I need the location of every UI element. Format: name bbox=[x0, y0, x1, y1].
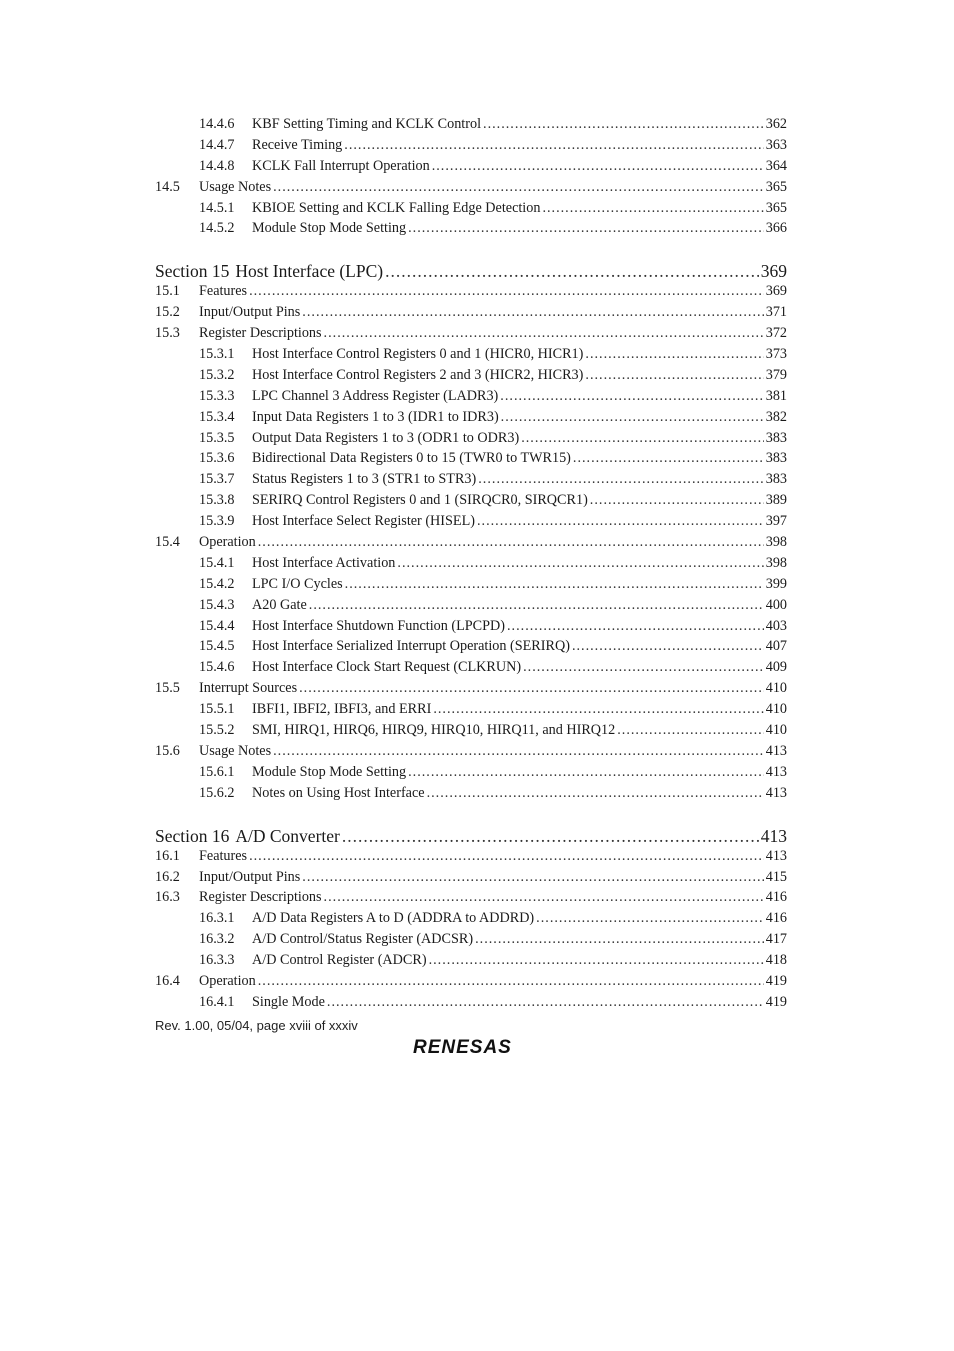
toc-entry-title: Receive Timing bbox=[252, 136, 343, 153]
toc-entry-title: Input Data Registers 1 to 3 (IDR1 to IDR3) bbox=[252, 408, 499, 425]
toc-entry-page: 383 bbox=[765, 429, 787, 446]
toc-entry-title: Host Interface Shutdown Function (LPCPD) bbox=[252, 617, 505, 634]
toc-entry-number: 15.3.4 bbox=[199, 408, 235, 425]
toc-entry bbox=[155, 638, 787, 659]
toc-entry-page: 397 bbox=[765, 513, 787, 530]
toc-entry-title: KBF Setting Timing and KCLK Control bbox=[252, 116, 482, 132]
toc-entry-title: Output Data Registers 1 to 3 (ODR1 to ODR3) bbox=[252, 429, 520, 446]
toc-entry bbox=[155, 848, 787, 869]
toc-entry-page: 417 bbox=[765, 931, 787, 948]
toc-entry-page: 373 bbox=[765, 346, 787, 363]
toc-entry bbox=[155, 618, 787, 639]
toc-entry bbox=[155, 722, 787, 743]
toc-entry bbox=[155, 450, 787, 471]
toc-entry bbox=[155, 200, 787, 221]
toc-entry-page: 419 bbox=[765, 972, 787, 989]
toc-entry-title: Host Interface Control Registers 2 and 3 (HICR2, HICR3) bbox=[252, 366, 584, 383]
toc-entry-number: 15.4.2 bbox=[199, 575, 235, 592]
toc-entry bbox=[155, 576, 787, 597]
toc-entry-title: Usage Notes bbox=[199, 178, 272, 195]
toc-entry-page: 371 bbox=[765, 304, 787, 321]
toc-entry-number: 15.3.3 bbox=[199, 387, 235, 404]
dot-leader bbox=[478, 471, 763, 488]
toc-entry-title: A/D Control Register (ADCR) bbox=[252, 952, 427, 969]
dot-leader bbox=[585, 367, 763, 384]
dot-leader bbox=[273, 179, 764, 196]
dot-leader bbox=[475, 931, 764, 948]
toc-entry bbox=[155, 513, 787, 534]
toc-entry-number: 15.3.1 bbox=[199, 346, 235, 363]
toc-entry bbox=[155, 116, 787, 137]
toc-entry bbox=[155, 179, 787, 200]
toc-entry-page: 418 bbox=[765, 952, 787, 969]
toc-entry-title: LPC I/O Cycles bbox=[252, 575, 343, 592]
dot-leader bbox=[342, 826, 759, 847]
toc-entry-number: 15.2 bbox=[155, 304, 180, 321]
toc-entry-page: 383 bbox=[765, 471, 787, 488]
dot-leader bbox=[432, 158, 764, 175]
toc-entry-number: 15.3 bbox=[155, 325, 180, 342]
toc-entry-page: 403 bbox=[765, 617, 787, 634]
toc-entry-page: 419 bbox=[765, 993, 787, 1010]
toc-entry-title: Host Interface Activation bbox=[252, 554, 396, 571]
toc-entry-page: 383 bbox=[765, 450, 787, 467]
toc-entry bbox=[155, 471, 787, 492]
toc-entry bbox=[155, 764, 787, 785]
toc-entry-title: Register Descriptions bbox=[199, 325, 322, 342]
toc-entry-number: 16.3.2 bbox=[199, 931, 235, 948]
toc-entry-title: Single Mode bbox=[252, 993, 325, 1010]
toc-entry bbox=[155, 743, 787, 764]
toc-entry bbox=[155, 430, 787, 451]
toc-entry-number: 16.2 bbox=[155, 868, 180, 885]
toc-entry-page: 382 bbox=[765, 408, 787, 425]
dot-leader bbox=[500, 388, 763, 405]
toc-entry-number: Section 15 bbox=[155, 261, 230, 282]
toc-entry bbox=[155, 409, 787, 430]
dot-leader bbox=[258, 534, 764, 551]
dot-leader bbox=[585, 346, 763, 363]
toc-entry bbox=[155, 283, 787, 304]
toc-entry bbox=[155, 534, 787, 555]
toc-entry-page: 364 bbox=[765, 157, 787, 174]
toc-entry-title: Interrupt Sources bbox=[199, 680, 298, 697]
dot-leader bbox=[427, 785, 764, 802]
toc-entry-title: A20 Gate bbox=[252, 596, 307, 613]
toc-entry-page: 413 bbox=[765, 763, 787, 780]
dot-leader bbox=[536, 910, 764, 927]
toc-entry-number: 15.5 bbox=[155, 680, 180, 697]
toc-entry-number: 14.4.7 bbox=[199, 136, 235, 153]
toc-entry-number: 15.4.5 bbox=[199, 638, 235, 655]
toc-entry-page: 363 bbox=[765, 136, 787, 153]
dot-leader bbox=[302, 869, 763, 886]
toc-entry-page: 413 bbox=[765, 784, 787, 801]
toc-entry-page: 379 bbox=[765, 366, 787, 383]
dot-leader bbox=[507, 618, 764, 635]
toc-entry bbox=[155, 910, 787, 931]
toc-entry bbox=[155, 304, 787, 325]
dot-leader bbox=[258, 973, 764, 990]
dot-leader bbox=[617, 722, 764, 739]
table-of-contents bbox=[155, 116, 787, 1015]
toc-entry-number: 15.5.2 bbox=[199, 722, 235, 739]
toc-entry-page: 398 bbox=[765, 534, 787, 551]
dot-leader bbox=[385, 261, 759, 282]
toc-entry bbox=[155, 137, 787, 158]
toc-entry-title: Register Descriptions bbox=[199, 889, 322, 906]
dot-leader bbox=[397, 555, 763, 572]
toc-entry bbox=[155, 952, 787, 973]
toc-entry-title: Input/Output Pins bbox=[199, 304, 301, 321]
dot-leader bbox=[501, 409, 764, 426]
toc-entry-number: 15.4 bbox=[155, 534, 180, 551]
toc-entry-page: 409 bbox=[765, 659, 787, 676]
dot-leader bbox=[408, 764, 764, 781]
toc-entry-number: 15.3.6 bbox=[199, 450, 235, 467]
toc-entry-number: 15.3.7 bbox=[199, 471, 235, 488]
toc-entry-page: 398 bbox=[765, 554, 787, 571]
toc-entry-title: KCLK Fall Interrupt Operation bbox=[252, 157, 430, 174]
toc-entry-number: 15.5.1 bbox=[199, 701, 235, 718]
toc-entry bbox=[155, 994, 787, 1015]
toc-entry-number: 16.1 bbox=[155, 847, 180, 864]
dot-leader bbox=[324, 889, 764, 906]
toc-entry-title: Host Interface Clock Start Request (CLKRUN) bbox=[252, 659, 522, 676]
toc-entry-title: Usage Notes bbox=[199, 742, 272, 759]
toc-entry-number: 15.1 bbox=[155, 283, 180, 300]
dot-leader bbox=[542, 200, 763, 217]
toc-entry bbox=[155, 973, 787, 994]
dot-leader bbox=[324, 325, 764, 342]
toc-entry-title: LPC Channel 3 Address Register (LADR3) bbox=[252, 387, 499, 404]
toc-entry-number: 15.3.8 bbox=[199, 492, 235, 509]
toc-entry-title: A/D Data Registers A to D (ADDRA to ADDRD) bbox=[252, 910, 535, 927]
toc-entry bbox=[155, 555, 787, 576]
toc-entry bbox=[155, 220, 787, 241]
toc-entry-page: 410 bbox=[765, 701, 787, 718]
toc-entry-page: 366 bbox=[765, 220, 787, 237]
toc-entry-title: Features bbox=[199, 847, 248, 864]
toc-entry-number: 14.4.8 bbox=[199, 157, 235, 174]
toc-entry-number: 15.6 bbox=[155, 742, 180, 759]
dot-leader bbox=[273, 743, 764, 760]
toc-entry bbox=[155, 701, 787, 722]
toc-entry-page: 381 bbox=[765, 387, 787, 404]
toc-entry-page: 413 bbox=[765, 742, 787, 759]
dot-leader bbox=[302, 304, 763, 321]
dot-leader bbox=[345, 576, 764, 593]
toc-entry-number: 15.4.6 bbox=[199, 659, 235, 676]
toc-entry-number: 16.3.1 bbox=[199, 910, 235, 927]
toc-entry-title: Host Interface Control Registers 0 and 1 (HICR0, HICR1) bbox=[252, 346, 584, 363]
toc-entry-page: 410 bbox=[765, 680, 787, 697]
toc-entry bbox=[155, 388, 787, 409]
toc-entry-number: 15.6.1 bbox=[199, 763, 235, 780]
toc-entry-title: A/D Converter bbox=[235, 825, 340, 846]
toc-entry-page: 362 bbox=[765, 116, 787, 132]
toc-entry-number: Section 16 bbox=[155, 825, 230, 846]
dot-leader bbox=[249, 283, 764, 300]
dot-leader bbox=[523, 659, 764, 676]
toc-entry-page: 389 bbox=[765, 492, 787, 509]
dot-leader bbox=[309, 597, 764, 614]
toc-entry-page: 400 bbox=[765, 596, 787, 613]
toc-entry-page: 416 bbox=[765, 910, 787, 927]
dot-leader bbox=[429, 952, 764, 969]
toc-section-heading bbox=[155, 261, 787, 282]
dot-leader bbox=[573, 450, 764, 467]
dot-leader bbox=[521, 430, 764, 447]
toc-entry-page: 369 bbox=[765, 283, 787, 300]
dot-leader bbox=[433, 701, 763, 718]
toc-entry-number: 14.5 bbox=[155, 178, 180, 195]
toc-entry-title: Module Stop Mode Setting bbox=[252, 763, 407, 780]
toc-entry-title: Notes on Using Host Interface bbox=[252, 784, 425, 801]
toc-entry-number: 16.4 bbox=[155, 972, 180, 989]
toc-entry-number: 15.3.2 bbox=[199, 366, 235, 383]
dot-leader bbox=[408, 220, 764, 237]
toc-entry-page: 372 bbox=[765, 325, 787, 342]
toc-entry-title: KBIOE Setting and KCLK Falling Edge Detection bbox=[252, 199, 541, 216]
toc-entry-title: IBFI1, IBFI2, IBFI3, and ERRI bbox=[252, 701, 432, 718]
toc-entry-number: 16.4.1 bbox=[199, 993, 235, 1010]
toc-entry bbox=[155, 785, 787, 806]
toc-entry-number: 15.4.1 bbox=[199, 554, 235, 571]
dot-leader bbox=[483, 116, 764, 133]
toc-entry-page: 399 bbox=[765, 575, 787, 592]
dot-leader bbox=[590, 492, 764, 509]
dot-leader bbox=[327, 994, 764, 1011]
toc-entry-page: 410 bbox=[765, 722, 787, 739]
toc-entry-title: Host Interface Serialized Interrupt Operation (SERIRQ) bbox=[252, 638, 570, 655]
toc-entry-number: 15.4.4 bbox=[199, 617, 235, 634]
toc-entry-title: Module Stop Mode Setting bbox=[252, 220, 407, 237]
toc-entry-title: SMI, HIRQ1, HIRQ6, HIRQ9, HIRQ10, HIRQ11, and HIRQ12 bbox=[252, 722, 616, 739]
toc-entry-page: 413 bbox=[765, 847, 787, 864]
toc-entry bbox=[155, 367, 787, 388]
toc-entry-title: A/D Control/Status Register (ADCSR) bbox=[252, 931, 474, 948]
dot-leader bbox=[477, 513, 764, 530]
toc-entry-number: 15.4.3 bbox=[199, 596, 235, 613]
dot-leader bbox=[344, 137, 763, 154]
toc-entry-number: 16.3 bbox=[155, 889, 180, 906]
toc-entry bbox=[155, 492, 787, 513]
toc-entry-number: 14.4.6 bbox=[199, 116, 235, 132]
toc-entry-title: Input/Output Pins bbox=[199, 868, 301, 885]
toc-entry-title: Features bbox=[199, 283, 248, 300]
toc-section-heading bbox=[155, 826, 787, 847]
toc-entry bbox=[155, 889, 787, 910]
toc-entry bbox=[155, 158, 787, 179]
dot-leader bbox=[249, 848, 764, 865]
toc-entry bbox=[155, 869, 787, 890]
toc-entry-title: Host Interface Select Register (HISEL) bbox=[252, 513, 475, 530]
toc-entry bbox=[155, 680, 787, 701]
toc-entry-title: Operation bbox=[199, 972, 256, 989]
toc-entry-page: 365 bbox=[765, 199, 787, 216]
toc-entry-page: 415 bbox=[765, 868, 787, 885]
toc-entry-title: SERIRQ Control Registers 0 and 1 (SIRQCR0, SIRQCR1) bbox=[252, 492, 588, 509]
svg-text:RENESAS: RENESAS bbox=[413, 1037, 512, 1056]
toc-entry-page: 369 bbox=[760, 261, 787, 282]
toc-entry bbox=[155, 931, 787, 952]
toc-entry-number: 14.5.2 bbox=[199, 220, 235, 237]
page-footer: Rev. 1.00, 05/04, page xviii of xxxiv bbox=[155, 1018, 358, 1033]
toc-entry-title: Bidirectional Data Registers 0 to 15 (TWR0 to TWR15) bbox=[252, 450, 571, 467]
toc-entry bbox=[155, 325, 787, 346]
toc-entry-title: Status Registers 1 to 3 (STR1 to STR3) bbox=[252, 471, 477, 488]
dot-leader bbox=[572, 638, 764, 655]
toc-entry bbox=[155, 659, 787, 680]
toc-entry-page: 365 bbox=[765, 178, 787, 195]
renesas-logo bbox=[413, 1036, 535, 1056]
dot-leader bbox=[299, 680, 764, 697]
toc-entry-title: Host Interface (LPC) bbox=[235, 261, 384, 282]
toc-entry-number: 15.3.9 bbox=[199, 513, 235, 530]
toc-entry-number: 14.5.1 bbox=[199, 199, 235, 216]
toc-entry bbox=[155, 346, 787, 367]
toc-entry-number: 16.3.3 bbox=[199, 952, 235, 969]
toc-entry-number: 15.3.5 bbox=[199, 429, 235, 446]
toc-entry-title: Operation bbox=[199, 534, 256, 551]
toc-entry-page: 413 bbox=[760, 825, 787, 846]
toc-entry-number: 15.6.2 bbox=[199, 784, 235, 801]
toc-entry-page: 407 bbox=[765, 638, 787, 655]
toc-entry-page: 416 bbox=[765, 889, 787, 906]
toc-entry bbox=[155, 597, 787, 618]
